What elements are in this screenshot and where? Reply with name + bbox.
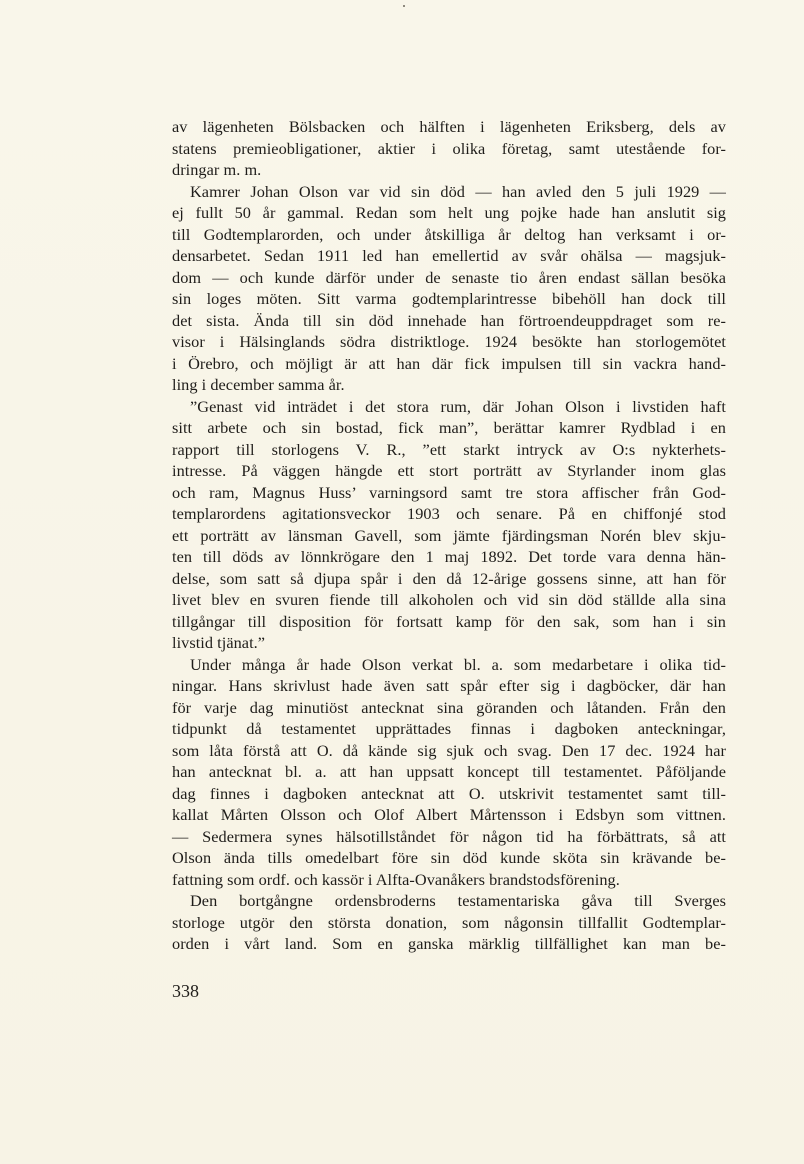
text-line: av lägenheten Bölsbacken och hälften i lägenheten Eriksberg, dels av xyxy=(172,117,726,136)
text-line: Kamrer Johan Olson var vid sin död — han avled den 5 juli 1929 — xyxy=(190,181,726,201)
text-line: dom — och kunde därför under de senaste tio åren endast sällan besöka xyxy=(172,267,726,287)
text-line: ten till döds av lönnkrögare den 1 maj 1892. Det torde vara denna hän- xyxy=(172,547,726,566)
text-line: Under många år hade Olson verkat bl. a. som medarbetare i olika tid- xyxy=(190,654,726,674)
text-line: ej fullt 50 år gammal. Redan som helt ung pojke hade han anslutit sig xyxy=(172,203,726,222)
text-line: ”Genast vid inträdet i det stora rum, där Johan Olson i livstiden haft xyxy=(190,396,726,416)
text-line: Den bortgångne ordensbroderns testamentariska gåva till Sverges xyxy=(190,891,726,910)
text-line: delse, som satt så djupa spår i den då 12-årige gossens sinne, att han för xyxy=(172,568,726,588)
text-line: dag finnes i dagboken antecknat att O. utskrivit testamentet samt till- xyxy=(172,783,726,803)
text-line: livet blev en svuren fiende till alkoholen och vid sin död ställde alla sina xyxy=(172,590,726,609)
text-line: visor i Hälsinglands södra distriktloge. 1924 besökte han storlogemötet xyxy=(172,332,726,351)
text-line: densarbetet. Sedan 1911 led han emellertid av svår ohälsa — magsjuk- xyxy=(172,246,726,265)
text-line: i Örebro, och möjligt är att han där fick impulsen till sin vackra hand- xyxy=(172,353,726,373)
text-line: livstid tjänat.” xyxy=(172,633,266,652)
text-line: tidpunkt då testamentet upprättades finnas i dagboken anteckningar, xyxy=(172,719,726,738)
text-line: sitt arbete och sin bostad, fick man”, berättar kamrer Rydblad i en xyxy=(172,418,726,437)
text-line: ling i december samma år. xyxy=(172,375,345,394)
text-line: tillgångar till disposition för fortsatt kamp för den sak, som han i sin xyxy=(172,611,726,631)
text-line: intresse. På väggen hängde ett stort porträtt av Styrlander inom glas xyxy=(172,461,726,480)
text-line: orden i vårt land. Som en ganska märklig tillfällighet kan man be- xyxy=(172,934,726,953)
text-line: och ram, Magnus Huss’ varningsord samt tre stora affischer från God- xyxy=(172,482,726,502)
text-line: rapport till storlogens V. R., ”ett starkt intryck av O:s nykterhets- xyxy=(172,439,726,459)
text-line: fattning som ordf. och kassör i Alfta-Ovanåkers brandstodsförening. xyxy=(172,869,620,889)
page-number: 338 xyxy=(172,981,199,1001)
text-line: kallat Mårten Olsson och Olof Albert Mårtensson i Edsbyn som vittnen. xyxy=(172,805,726,824)
scan-speck xyxy=(403,5,405,7)
body-text xyxy=(172,116,726,955)
text-line: storloge utgör den största donation, som någonsin tillfallit Godtemplar- xyxy=(172,912,726,932)
text-line: dringar m. m. xyxy=(172,160,262,179)
text-line: statens premieobligationer, aktier i olika företag, samt utestående for- xyxy=(172,138,726,158)
text-line: ett porträtt av länsman Gavell, som jämte fjärdingsman Norén blev skju- xyxy=(172,525,726,545)
text-line: Olson ända tills omedelbart före sin död kunde sköta sin krävande be- xyxy=(172,848,726,867)
text-line: det sista. Ända till sin död innehade han förtroendeuppdraget som re- xyxy=(172,310,726,330)
text-line: han antecknat bl. a. att han uppsatt koncept till testamentet. Påföljande xyxy=(172,762,726,781)
text-line: sin loges möten. Sitt varma godtemplarintresse bibehöll han dock till xyxy=(172,289,726,308)
text-line: ningar. Hans skrivlust hade även satt spår efter sig i dagböcker, där han xyxy=(172,676,726,695)
text-line: som låta förstå att O. då kände sig sjuk och svag. Den 17 dec. 1924 har xyxy=(172,740,726,760)
text-line: templarordens agitationsveckor 1903 och senare. På en chiffonjé stod xyxy=(172,504,726,523)
text-line: för varje dag minutiöst antecknat sina göranden och låtanden. Från den xyxy=(172,697,726,717)
text-line: till Godtemplarorden, och under åtskilliga år deltog han verksamt i or- xyxy=(172,224,726,244)
text-line: — Sedermera synes hälsotillståndet för någon tid ha förbättrats, så att xyxy=(172,826,726,846)
